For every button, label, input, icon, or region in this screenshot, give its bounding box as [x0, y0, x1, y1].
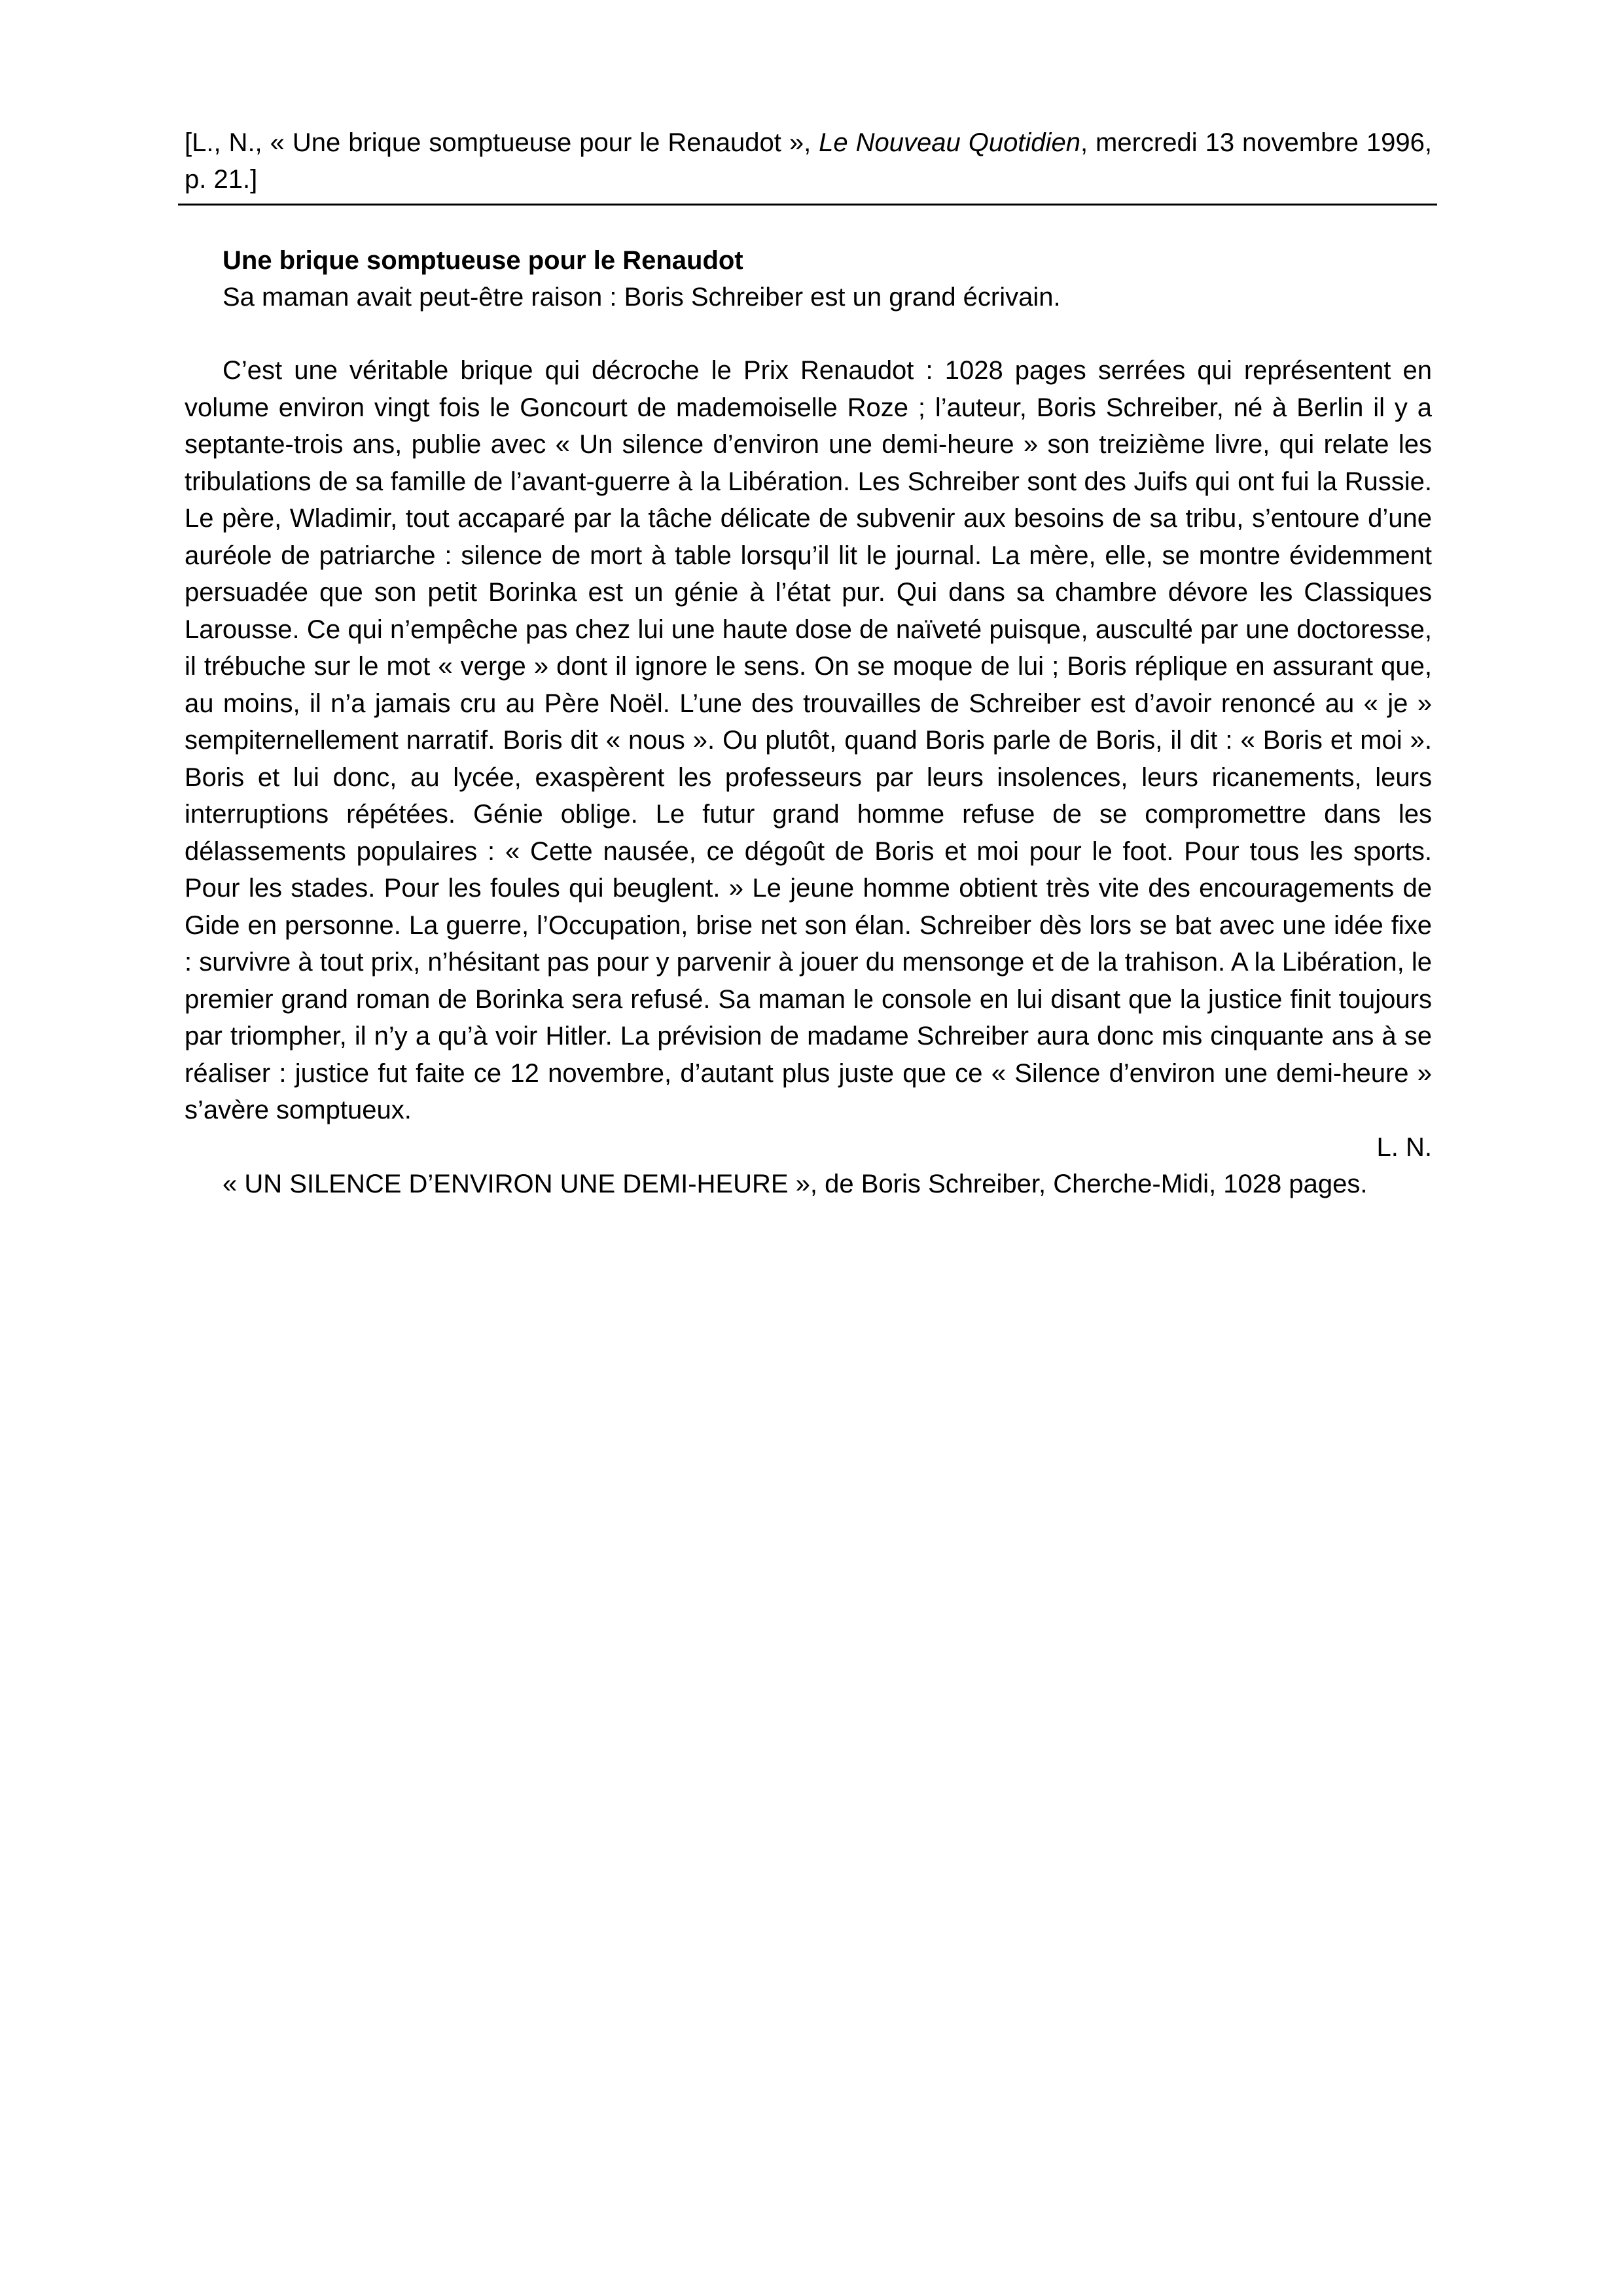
source-citation [185, 124, 1432, 198]
article-chapeau: Sa maman avait peut-être raison : Boris Schreiber est un grand écrivain. [223, 283, 1061, 312]
citation-suffix: , mercredi 13 novembre 1996, p. 21.] [185, 128, 1432, 194]
citation-journal: Le Nouveau Quotidien [819, 128, 1080, 157]
article-title: Une brique somptueuse pour le Renaudot [223, 246, 743, 275]
citation-prefix: [L., N., « Une brique somptueuse pour le Renaudot », [185, 128, 819, 157]
article-body: C’est une véritable brique qui décroche le Prix Renaudot : 1028 pages serrées qui représentent en volume environ vingt fois le Goncourt de mademoiselle Roze ; l’auteur, Boris Schreiber, né à Berlin il y a septante-trois ans, publie avec « Un silence d’environ une demi-heure » son treizième livre, qui relate les tribulations de sa famille de l’avant-guerre à la Libération. Les Schreiber sont des Juifs qui ont fui la Russie. Le père, Wladimir, tout accaparé par la tâche délicate de subvenir aux besoins de sa tribu, s’entoure d’une auréole de patriarche : silence de mort à table lorsqu’il lit le journal. La mère, elle, se montre évidemment persuadée que son petit Borinka est un génie à l’état pur. Qui dans sa chambre dévore les Classiques Larousse. Ce qui n’empêche pas chez lui une haute dose de naïveté puisque, ausculté par une doctoresse, il trébuche sur le mot « verge » dont il ignore le sens. On se moque de lui ; Boris réplique en assurant que, au moins, il n’a jamais cru au Père Noël. L’une des trouvailles de Schreiber est d’avoir renoncé au « je » sempiternellement narratif. Boris dit « nous ». Ou plutôt, quand Boris parle de Boris, il dit : « Boris et moi ». Boris et lui donc, au lycée, exaspèrent les professeurs par leurs insolences, leurs ricanements, leurs interruptions répétées. Génie oblige. Le futur grand homme refuse de se compromettre dans les délassements populaires : « Cette nausée, ce dégoût de Boris et moi pour le foot. Pour tous les sports. Pour les stades. Pour les foules qui beuglent. » Le jeune homme obtient très vite des encouragements de Gide en personne. La guerre, l’Occupation, brise net son élan. Schreiber dès lors se bat avec une idée fixe : survivre à tout prix, n’hésitant pas pour y parvenir à jouer du mensonge et de la trahison. A la Libération, le premier grand roman de Borinka sera refusé. Sa maman le console en lui disant que la justice finit toujours par triompher, il n’y a qu’à voir Hitler. La prévision de madame Schreiber aura donc mis cinquante ans à se réaliser : justice fut faite ce 12 novembre, d’autant plus juste que ce « Silence d’environ une demi-heure » s’avère somptueux. [185, 356, 1432, 1124]
article [185, 242, 1432, 1202]
book-reference: « UN SILENCE D’ENVIRON UNE DEMI-HEURE », de Boris Schreiber, Cherche-Midi, 1028 pages. [223, 1169, 1368, 1198]
header-divider [178, 204, 1437, 206]
author-signature: L. N. [1376, 1132, 1432, 1162]
